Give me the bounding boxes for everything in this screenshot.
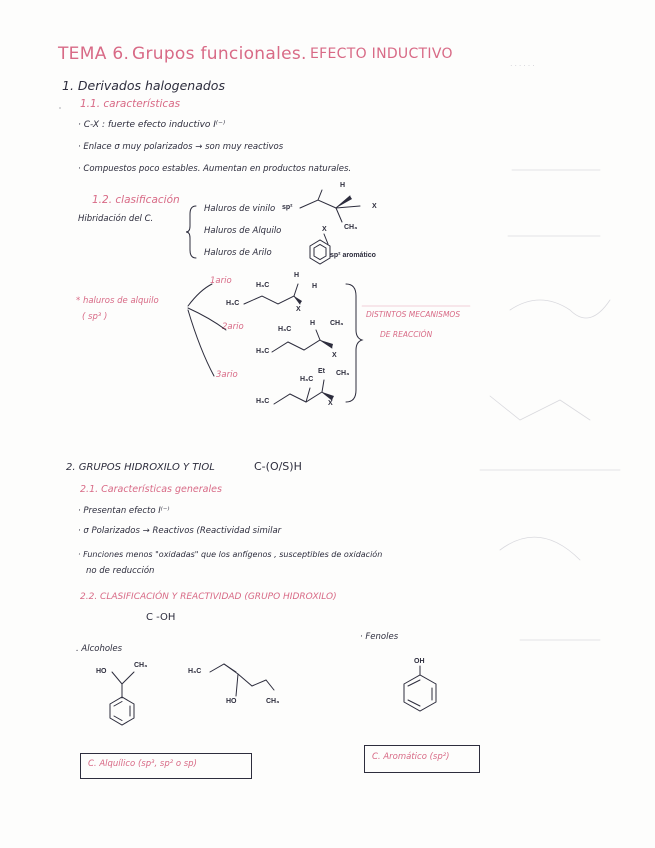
alc2-h3c: H₃C: [188, 668, 202, 675]
aromatic-label: sp² aromático: [330, 252, 376, 259]
vinilo-ch3: CH₃: [344, 224, 358, 231]
s21-bullet3b: no de reducción: [86, 566, 155, 576]
order-secondary: 2ario: [222, 322, 244, 332]
section22-heading: 2.2. CLASIFICACIÓN Y REACTIVIDAD (GRUPO HIDROXILO): [80, 592, 337, 602]
s21-bullet1: · Presentan efecto I⁽⁻⁾: [78, 506, 170, 516]
alc1-ch3: CH₃: [134, 662, 148, 669]
vinilo-x: X: [372, 203, 377, 210]
s-h3c-top: H₃C: [278, 326, 292, 333]
title-efecto: EFECTO INDUCTIVO: [310, 46, 453, 62]
box-alquilico-text: C. Alquílico (sp³, sp² o sp): [88, 759, 197, 769]
s12-item-arilo: Haluros de Arilo: [204, 248, 272, 258]
s21-bullet2: · σ Polarizados → Reactivos (Reactividad similar: [78, 526, 282, 536]
section12-heading: 1.2. clasificación: [92, 194, 180, 206]
t-et: Et: [318, 368, 325, 375]
title-tema: TEMA 6.: [58, 44, 130, 64]
section21-heading: 2.1. Características generales: [80, 484, 222, 495]
s21-bullet3a: · Funciones menos "oxidadas" que los anfígenos , susceptibles de oxidación: [78, 550, 383, 559]
mecanismos-note2: DE REACCIÓN: [380, 330, 433, 339]
p-h3c-top: H₃C: [256, 282, 270, 289]
alquilo-hyb: ( sp³ ): [82, 312, 108, 322]
alquilo-label: * haluros de alquilo: [76, 296, 159, 306]
s-ch3: CH₃: [330, 320, 344, 327]
t-h3c-top: H₃C: [300, 376, 314, 383]
s12-item-vinilo: Haluros de vinilo: [204, 204, 276, 214]
sp2-label: sp²: [282, 204, 293, 211]
t-ch3: CH₃: [336, 370, 350, 377]
alc2-ch3: CH₃: [266, 698, 280, 705]
mecanismos-note1: DISTINTOS MECANISMOS: [366, 310, 461, 319]
phenol-oh: OH: [414, 658, 425, 665]
s11-bullet2: · Enlace σ muy polarizados → son muy reactivos: [78, 142, 284, 152]
section1-heading: 1. Derivados halogenados: [62, 78, 225, 93]
s-h3c: H₃C: [256, 348, 270, 355]
s11-bullet1: · C-X : fuerte efecto inductivo I⁽⁻⁾: [78, 120, 226, 130]
title-grupos: Grupos funcionales.: [132, 44, 307, 64]
t-h3c: H₃C: [256, 398, 270, 405]
vinilo-h: H: [340, 182, 346, 189]
alcoholes-label: . Alcoholes: [76, 644, 123, 654]
s11-bullet3: · Compuestos poco estables. Aumentan en productos naturales.: [78, 164, 352, 174]
alc2-ho: HO: [226, 698, 237, 705]
s-h: H: [310, 320, 316, 327]
p-x: X: [296, 306, 301, 313]
section22-formula: C -OH: [146, 612, 176, 623]
order-primary: 1ario: [210, 276, 232, 286]
p-h: H: [294, 272, 300, 279]
t-x: X: [328, 400, 333, 407]
p-h3c: H₃C: [226, 300, 240, 307]
arilo-x: X: [322, 226, 327, 233]
section2-heading: 2. GRUPOS HIDROXILO Y TIOL: [66, 462, 215, 473]
p-h2: H: [312, 283, 318, 290]
s12-item-alquilo: Haluros de Alquilo: [204, 226, 282, 236]
fenoles-label: · Fenoles: [360, 632, 399, 642]
s12-sub: Hibridación del C.: [78, 214, 154, 224]
s-x: X: [332, 352, 337, 359]
ghost-text: · · · · · ·: [510, 62, 535, 70]
section2-formula: C-(O/S)H: [254, 460, 302, 473]
order-tertiary: 3ario: [216, 370, 238, 380]
box-aromatico-text: C. Aromático (sp²): [372, 752, 450, 762]
section11-heading: 1.1. características: [80, 98, 181, 110]
alc1-ho: HO: [96, 668, 107, 675]
